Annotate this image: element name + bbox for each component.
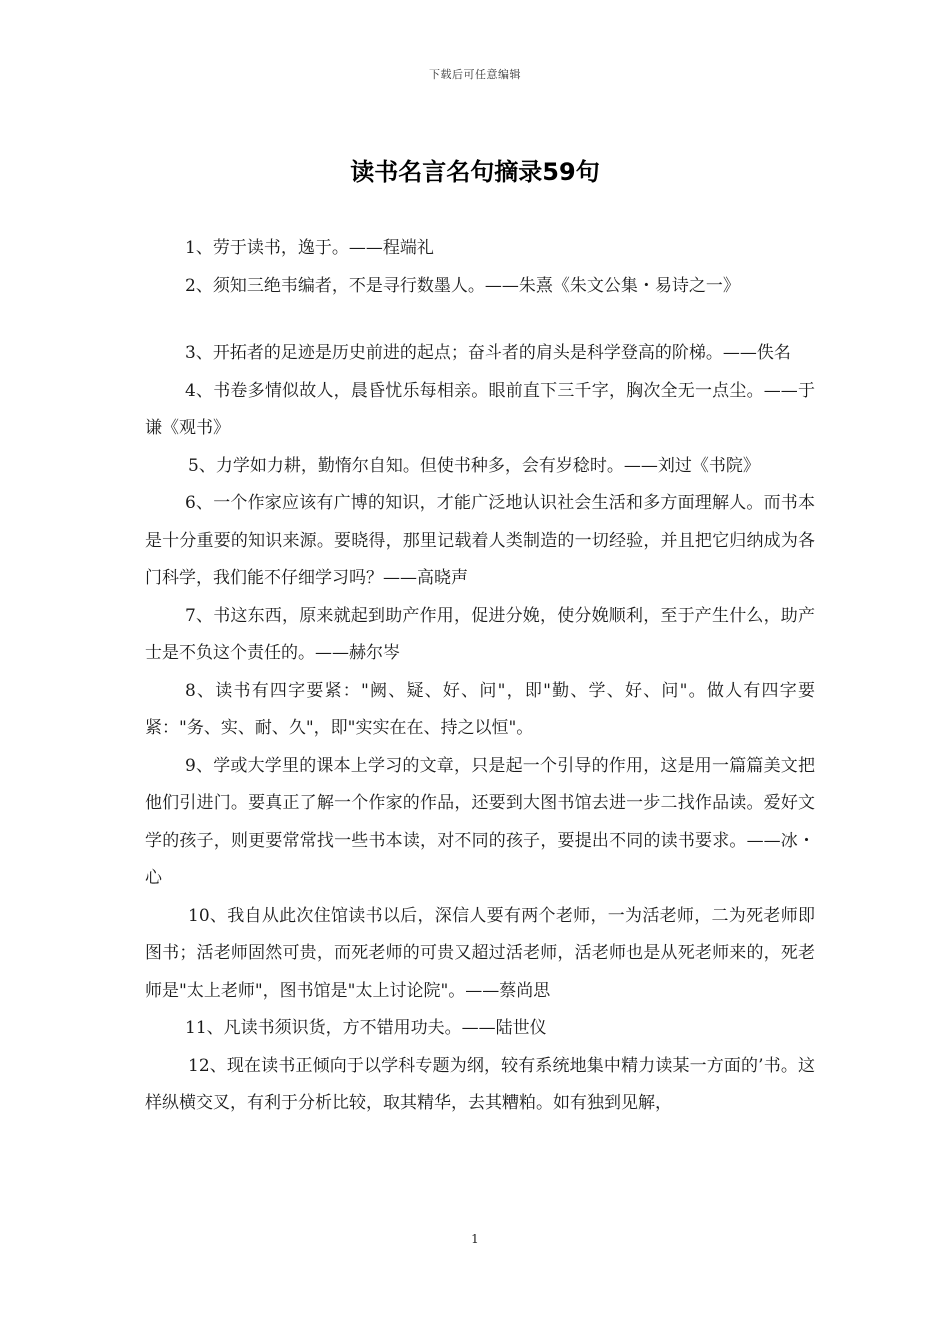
quote-item: 9、学或大学里的课本上学习的文章，只是起一个引导的作用，这是用一篇篇美文把他们引进门。要真正了解一个作家的作品，还要到大图书馆去进一步二找作品读。爱好文学的孩子，则更要常常找一些书本读，对不同的孩子，要提出不同的读书要求。——冰・心 [145, 755, 815, 888]
quote-list [145, 230, 815, 1123]
quote-item: 10、我自从此次住馆读书以后，深信人要有两个老师，一为活老师，二为死老师即图书；活老师固然可贵，而死老师的可贵又超过活老师，活老师也是从死老师来的，死老师是"太上老师"，图书馆是"太上讨论院"。——蔡尚思 [145, 905, 815, 1001]
header-note: 下载后可任意编辑 [429, 68, 521, 81]
quote-item: 12、现在读书正倾向于以学科专题为纲，较有系统地集中精力读某一方面的’书。这样纵横交叉，有利于分析比较，取其精华，去其糟粕。如有独到见解， [145, 1055, 815, 1113]
quote-item: 5、力学如力耕，勤惰尔自知。但使书种多，会有岁稔时。——刘过《书院》 [188, 455, 760, 476]
quote-item: 8、读书有四字要紧："阙、疑、好、问"，即"勤、学、好、问"。做人有四字要紧："务、实、耐、久"，即"实实在在、持之以恒"。 [145, 680, 815, 738]
quote-item: 7、书这东西，原来就起到助产作用，促进分娩，使分娩顺利，至于产生什么，助产士是不负这个责任的。——赫尔岑 [145, 605, 815, 663]
quote-item: 4、书卷多情似故人，晨昏忧乐每相亲。眼前直下三千字，胸次全无一点尘。——于谦《观书》 [145, 380, 815, 438]
quote-item: 1、劳于读书，逸于。——程端礼 [185, 238, 434, 258]
quote-item: 6、一个作家应该有广博的知识，才能广泛地认识社会生活和多方面理解人。而书本是十分重要的知识来源。要晓得，那里记载着人类制造的一切经验，并且把它归纳成为各门科学，我们能不仔细学习吗？——高晓声 [145, 493, 815, 588]
quote-item: 2、须知三绝韦编者，不是寻行数墨人。——朱熹《朱文公集・易诗之一》 [185, 275, 740, 296]
document-title: 读书名言名句摘录59句 [350, 158, 600, 186]
quote-item: 11、凡读书须识货，方不错用功夫。——陆世仪 [185, 1018, 547, 1038]
page-number: 1 [471, 1232, 479, 1246]
quote-item: 3、开拓者的足迹是历史前进的起点；奋斗者的肩头是科学登高的阶梯。——佚名 [185, 343, 791, 363]
